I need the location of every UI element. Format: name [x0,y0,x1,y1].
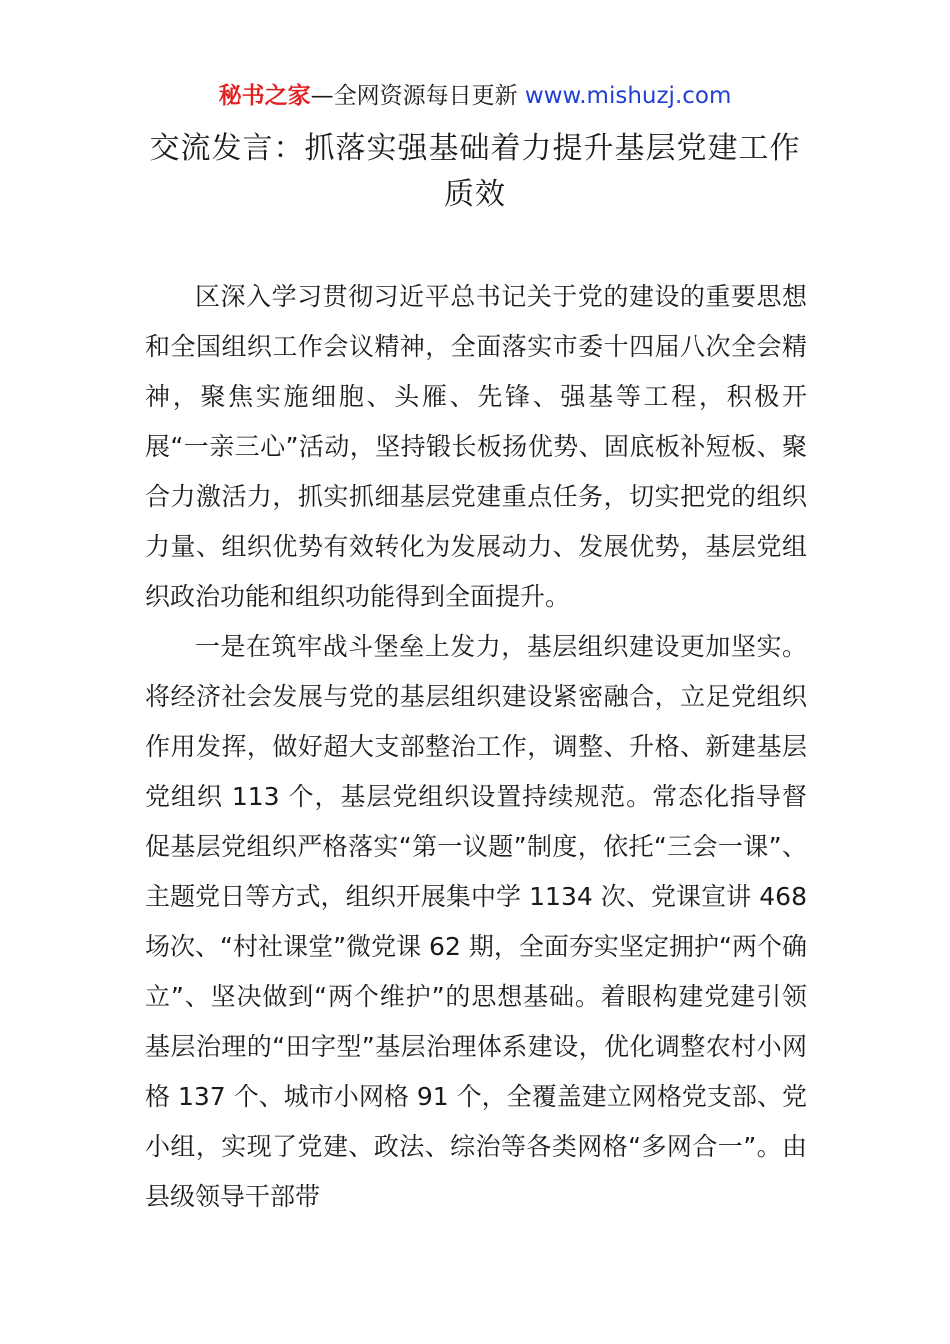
site-name: 秘书之家 [218,83,311,109]
document-body [145,272,807,1222]
document-title: 交流发言：抓落实强基础着力提升基层党建工作质效 [149,131,801,212]
site-tagline: —全网资源每日更新 [310,83,525,109]
site-header [0,80,950,112]
paragraph-intro: 区深入学习贯彻习近平总书记关于党的建设的重要思想和全国组织工作会议精神，全面落实市委十四届八次全会精神，聚焦实施细胞、头雁、先锋、强基等工程，积极开展“一亲三心”活动，坚持锻长板扬优势、固底板补短板、聚合力激活力，抓实抓细基层党建重点任务，切实把党的组织力量、组织优势有效转化为发展动力、发展优势，基层党组织政治功能和组织功能得到全面提升。 [145,282,807,611]
paragraph-point-one: 一是在筑牢战斗堡垒上发力，基层组织建设更加坚实。将经济社会发展与党的基层组织建设紧密融合，立足党组织作用发挥，做好超大支部整治工作，调整、升格、新建基层党组织 113 个，基层党组织设置持续规范。常态化指导督促基层党组织严格落实“第一议题”制度，依托“三会一课”、主题党日等方式，组织开展集中学 1134 次、党课宣讲 468 场次、“村社课堂”微党课 62 期，全面夯实坚定拥护“两个确立”、坚决做到“两个维护”的思想基础。着眼构建党建引领基层治理的“田字型”基层治理体系建设，优化调整农村小网格 137 个、城市小网格 91 个，全覆盖建立网格党支部、党小组，实现了党建、政法、综治等各类网格“多网合一”。由县级领导干部带 [145,632,807,1211]
site-url-link[interactable]: www.mishuzj.com [524,83,732,109]
